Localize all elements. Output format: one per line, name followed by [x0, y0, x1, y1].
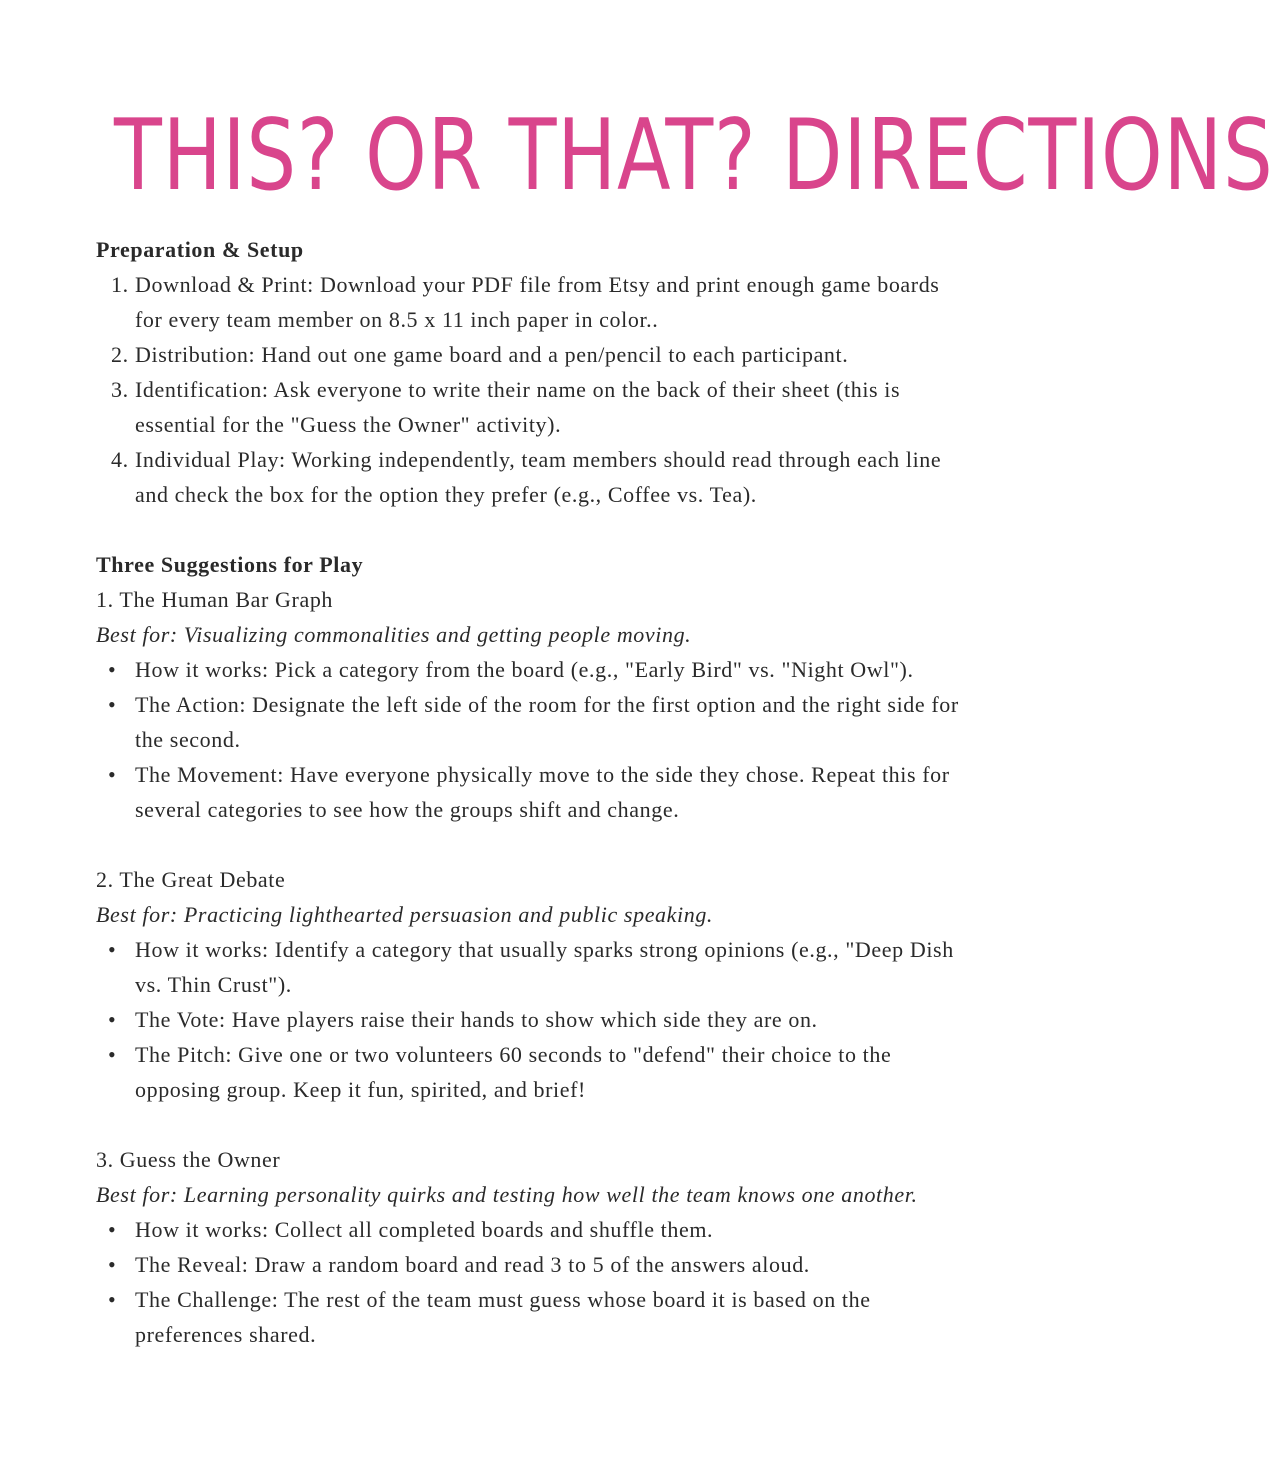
- bullet-dot: •: [108, 1287, 117, 1312]
- step-text-line: essential for the "Guess the Owner" activity).: [135, 412, 562, 437]
- game-name: 1. The Human Bar Graph: [96, 587, 334, 612]
- bullet-dot: •: [108, 1007, 117, 1032]
- preparation-heading: Preparation & Setup: [96, 237, 304, 262]
- bullet-dot: •: [108, 937, 117, 962]
- game-name: 3. Guess the Owner: [96, 1147, 281, 1172]
- bullet-item: • How it works: Pick a category from the board (e.g., "Early Bird" vs. "Night Owl").: [96, 652, 1056, 687]
- step-text-line: for every team member on 8.5 x 11 inch paper in color..: [135, 307, 659, 332]
- game-best-for: Best for: Practicing lighthearted persuasion and public speaking.: [96, 902, 714, 927]
- bullet-item: • How it works: Identify a category that usually sparks strong opinions (e.g., "Deep Dish vs. Thin Crust").: [96, 932, 1056, 1002]
- step-text-line: Download & Print: Download your PDF file from Etsy and print enough game boards: [135, 272, 940, 297]
- game-bullets: [96, 652, 1056, 827]
- step-number: 3.: [111, 377, 129, 402]
- game-bullets: [96, 1212, 1056, 1352]
- game-best-for: Best for: Visualizing commonalities and getting people moving.: [96, 622, 692, 647]
- bullet-item: • The Challenge: The rest of the team must guess whose board it is based on the preferences shared.: [96, 1282, 1056, 1352]
- step-item: [96, 442, 1056, 512]
- step-text-line: Identification: Ask everyone to write their name on the back of their sheet (this is: [135, 377, 901, 402]
- bullet-item: • The Movement: Have everyone physically move to the side they chose. Repeat this for several categories to see how the groups shift and change.: [96, 757, 1056, 827]
- bullet-item: • How it works: Collect all completed boards and shuffle them.: [96, 1212, 1056, 1247]
- bullet-dot: •: [108, 657, 117, 682]
- bullet-dot: •: [108, 1252, 117, 1277]
- step-number: 1.: [111, 272, 129, 297]
- step-text-line: and check the box for the option they prefer (e.g., Coffee vs. Tea).: [135, 482, 757, 507]
- step-item: [96, 372, 1056, 442]
- game-bullets: [96, 932, 1056, 1107]
- directions-content: [96, 232, 1056, 1352]
- suggestions-heading: Three Suggestions for Play: [96, 552, 364, 577]
- step-text-line: Distribution: Hand out one game board and a pen/pencil to each participant.: [135, 342, 849, 367]
- bullet-item: • The Action: Designate the left side of the room for the first option and the right side for the second.: [96, 687, 1056, 757]
- step-number: 4.: [111, 447, 129, 472]
- step-item: [96, 267, 1056, 337]
- bullet-dot: •: [108, 692, 117, 717]
- bullet-dot: •: [108, 1042, 117, 1067]
- bullet-dot: •: [108, 1217, 117, 1242]
- bullet-dot: •: [108, 762, 117, 787]
- step-item: [96, 337, 1056, 372]
- game-best-for: Best for: Learning personality quirks and testing how well the team knows one another.: [96, 1182, 918, 1207]
- bullet-item: • The Pitch: Give one or two volunteers 60 seconds to "defend" their choice to the opposing group. Keep it fun, spirited, and brief!: [96, 1037, 1056, 1107]
- page-title: THIS? OR THAT? DIRECTIONS: [114, 99, 1274, 213]
- step-number: 2.: [111, 342, 129, 367]
- game-name: 2. The Great Debate: [96, 867, 286, 892]
- bullet-item: • The Vote: Have players raise their hands to show which side they are on.: [96, 1002, 1056, 1037]
- step-text-line: Individual Play: Working independently, team members should read through each line: [135, 447, 942, 472]
- preparation-steps: [96, 267, 1056, 512]
- bullet-item: • The Reveal: Draw a random board and read 3 to 5 of the answers aloud.: [96, 1247, 1056, 1282]
